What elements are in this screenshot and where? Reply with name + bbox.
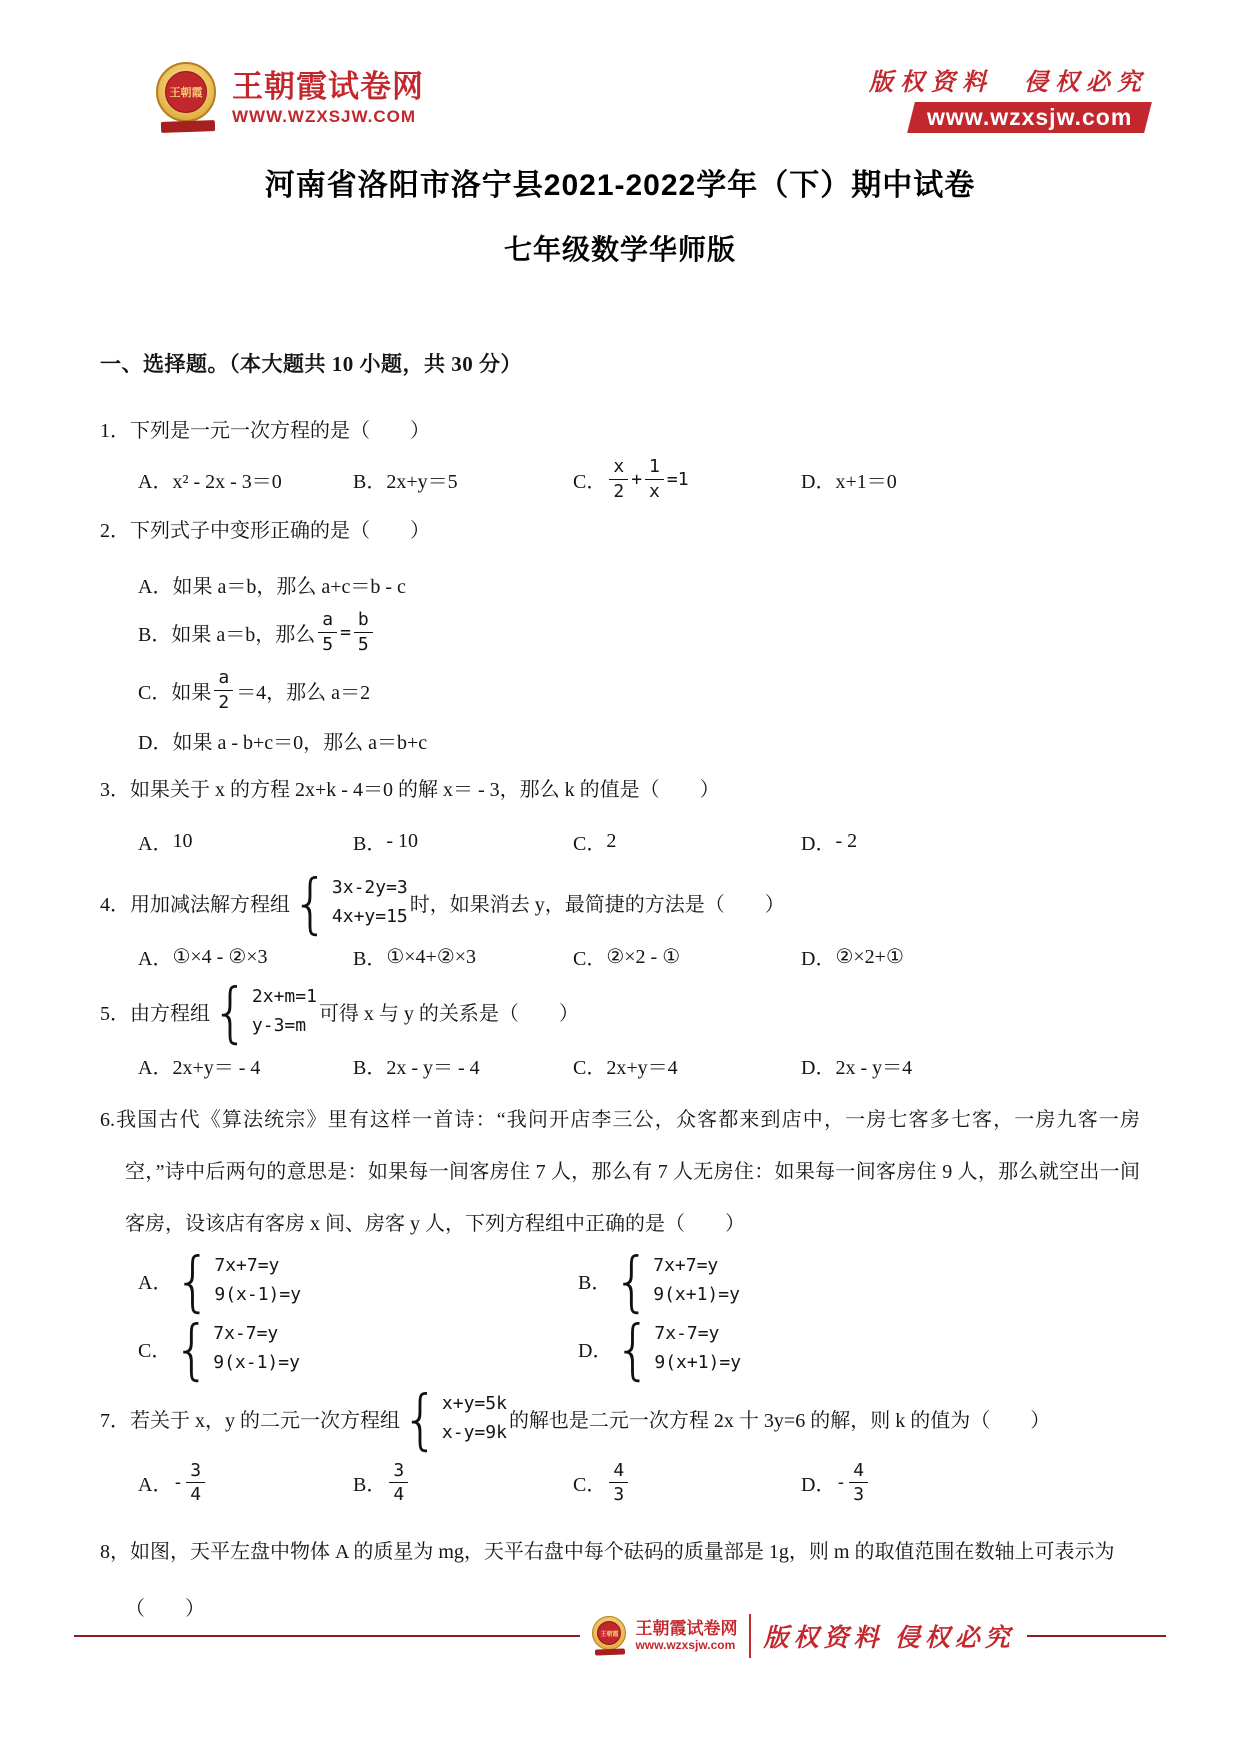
- footer-slogan: 版权资料 侵权必究: [763, 1625, 1015, 1652]
- question-4-options: [100, 942, 1140, 971]
- q7-option-c-fraction: [609, 1460, 628, 1506]
- q3-option-c: [573, 827, 801, 856]
- q7-option-a-label: A．: [138, 1474, 173, 1497]
- logo-name: 王朝霞试卷网: [232, 69, 424, 105]
- fraction-numerator: 3: [389, 1460, 408, 1484]
- q2-option-b-pre: 如果 a＝b，那么: [171, 623, 316, 646]
- q6-option-d-system: [614, 1310, 742, 1387]
- q2-option-a: [100, 570, 1140, 599]
- q7-equation-system: [402, 1380, 507, 1457]
- page-title: 河南省洛阳市洛宁县2021-2022学年（下）期中试卷: [264, 169, 976, 202]
- q5-option-d-label: D．: [801, 1056, 836, 1079]
- system-equations: [332, 878, 408, 927]
- q7-option-b-label: B．: [353, 1474, 387, 1497]
- fraction-numerator: x: [609, 456, 628, 480]
- q1-option-c: [573, 454, 801, 504]
- q1-option-b-text: 2x+y＝5: [386, 470, 458, 493]
- footer-rule-right: [1027, 1635, 1166, 1637]
- q6-option-a-label: A．: [138, 1272, 173, 1295]
- medal-core-text: 王朝霞: [165, 71, 207, 113]
- q5-eq2: y-3=m: [251, 1015, 307, 1037]
- exam-content: [0, 348, 1240, 1638]
- medal-core-text: 王朝霞: [597, 1621, 621, 1645]
- q7-option-a-fraction: [186, 1460, 205, 1506]
- q6-option-d-eq1: 7x-7=y: [654, 1323, 720, 1345]
- site-logo: [156, 62, 424, 134]
- q1-option-d: [801, 465, 1140, 494]
- fraction-denominator: 4: [393, 1484, 405, 1506]
- q5-option-d-text: 2x - y＝4: [835, 1056, 913, 1079]
- fraction-numerator: 4: [609, 1460, 628, 1484]
- fraction-numerator: 1: [645, 456, 664, 480]
- q1-option-c-fraction-1: [609, 456, 628, 502]
- q7-option-b: [353, 1458, 573, 1508]
- q7-eq2: x-y=9k: [441, 1422, 507, 1444]
- q7-eq1: x+y=5k: [441, 1393, 507, 1415]
- copyright-slogan: 版权资料 侵权必究: [869, 70, 1148, 96]
- question-3-options: [100, 827, 1140, 856]
- q4-option-d-text: ②×2+①: [835, 945, 904, 968]
- q3-option-b-label: B．: [353, 832, 387, 855]
- q5-equation-system: [212, 973, 317, 1050]
- q1-option-b-label: B．: [353, 470, 387, 493]
- system-equations: [653, 1256, 740, 1305]
- footer-logo-text: [635, 1620, 737, 1652]
- q6-option-b-label: B．: [578, 1272, 612, 1295]
- question-7-options: [100, 1458, 1140, 1508]
- q6-option-c-label: C．: [138, 1340, 172, 1363]
- fraction-denominator: 4: [190, 1484, 202, 1506]
- q6-option-c-eq1: 7x-7=y: [213, 1323, 279, 1345]
- q5-option-b: [353, 1051, 573, 1080]
- question-2-stem: 2．下列式子中变形正确的是（ ）: [100, 520, 430, 543]
- system-brace: {: [402, 1380, 439, 1457]
- fraction-numerator: a: [318, 609, 337, 633]
- q7-option-d-fraction: [849, 1460, 868, 1506]
- q5-option-b-text: 2x - y＝ - 4: [386, 1056, 480, 1079]
- q6-option-a-eq2: 9(x-1)=y: [214, 1284, 302, 1306]
- q2-option-d-text: 如果 a - b+c＝0，那么 a＝b+c: [172, 731, 428, 754]
- q2-option-a-text: 如果 a＝b，那么 a+c＝b - c: [172, 576, 406, 599]
- system-brace: {: [174, 1242, 212, 1319]
- q4-option-b: [353, 942, 573, 971]
- q1-option-d-label: D．: [801, 470, 836, 493]
- q3-option-d-text: - 2: [835, 829, 858, 852]
- q6-option-c-system: [173, 1310, 300, 1387]
- q1-option-c-fraction-2: [645, 456, 664, 502]
- footer-logo: [592, 1616, 737, 1656]
- q2-option-d-label: D．: [138, 731, 173, 754]
- q2-option-b-equals: =: [340, 621, 351, 643]
- q3-option-d-label: D．: [801, 832, 836, 855]
- q5-option-a-label: A．: [138, 1056, 173, 1079]
- q1-option-d-text: x+1＝0: [835, 470, 897, 493]
- q2-option-c-fraction: [214, 667, 233, 713]
- q3-option-a-label: A．: [138, 832, 173, 855]
- q3-option-d: [801, 827, 1140, 856]
- question-1-options: [100, 454, 1140, 504]
- q2-option-c: [100, 665, 1140, 715]
- footer-medal-icon: [592, 1616, 628, 1656]
- q5-option-c-text: 2x+y＝4: [606, 1056, 678, 1079]
- fraction-denominator: 5: [322, 633, 334, 655]
- q3-option-a: [138, 827, 353, 856]
- medal-ring: [156, 62, 216, 122]
- logo-site-url: WWW.WZXSJW.COM: [232, 106, 416, 126]
- fraction-denominator: x: [649, 480, 660, 502]
- q4-option-b-text: ①×4+②×3: [386, 945, 477, 968]
- q4-stem-pre: 4．用加减法解方程组: [100, 894, 290, 917]
- q7-option-c-label: C．: [573, 1474, 607, 1497]
- question-6-options: [100, 1242, 1140, 1387]
- q4-option-d-label: D．: [801, 947, 836, 970]
- q6-option-c: [138, 1310, 578, 1387]
- q2-option-c-label: C．: [138, 681, 172, 704]
- q4-option-c-text: ②×2 - ①: [606, 945, 681, 968]
- q4-equation-system: [292, 864, 408, 941]
- q5-option-c: [573, 1051, 801, 1080]
- q6-option-b: [578, 1242, 1140, 1319]
- q3-option-c-label: C．: [573, 832, 607, 855]
- logo-text-block: [232, 70, 424, 126]
- q6-option-a-eq1: 7x+7=y: [214, 1255, 280, 1277]
- banner-url: www.wzxsjw.com: [926, 104, 1132, 130]
- copyright-block: [869, 62, 1148, 133]
- q5-option-c-label: C．: [573, 1056, 607, 1079]
- q1-option-b: [353, 465, 573, 494]
- q3-option-b-text: - 10: [386, 829, 419, 852]
- q5-option-d: [801, 1051, 1140, 1080]
- medal-ring: [592, 1616, 626, 1650]
- q6-option-b-eq2: 9(x+1)=y: [653, 1284, 740, 1306]
- fraction-denominator: 5: [357, 633, 369, 655]
- system-equations: [252, 987, 317, 1036]
- q4-stem-post: 时，如果消去 y，最简捷的方法是（ ）: [409, 894, 785, 917]
- q7-option-c: [573, 1458, 801, 1508]
- q5-eq1: 2x+m=1: [251, 986, 317, 1008]
- q5-stem-post: 可得 x 与 y 的关系是（ ）: [318, 1003, 579, 1026]
- q6-option-d-eq2: 9(x+1)=y: [654, 1352, 742, 1374]
- question-7-stem: [100, 1380, 1140, 1457]
- q2-option-b: [100, 607, 1140, 657]
- footer-logo-site: www.wzxsjw.com: [635, 1637, 736, 1652]
- footer-logo-name: 王朝霞试卷网: [635, 1619, 738, 1639]
- q6-option-c-eq2: 9(x-1)=y: [213, 1352, 300, 1374]
- q7-option-a-sign: -: [172, 1472, 184, 1494]
- system-brace: {: [613, 1242, 651, 1319]
- q4-option-b-label: B．: [353, 947, 387, 970]
- q5-stem-pre: 5．由方程组: [100, 1003, 210, 1026]
- page-footer: [0, 1614, 1240, 1658]
- q3-option-a-text: 10: [172, 829, 193, 852]
- q6-option-d-label: D．: [578, 1340, 613, 1363]
- medal-ribbon-icon: [595, 1648, 625, 1655]
- q1-option-a-text: x² - 2x - 3＝0: [172, 470, 282, 493]
- question-4-stem: [100, 864, 1140, 941]
- q5-option-a: [138, 1051, 353, 1080]
- q5-option-b-label: B．: [353, 1056, 387, 1079]
- q7-option-a: [138, 1458, 353, 1508]
- footer-rule-left: [74, 1635, 580, 1637]
- question-6-stem: 6.我国古代《算法统宗》里有这样一首诗：“我问开店李三公，众客都来到店中，一房七客多七客，一房九客一房空，”诗中后两句的意思是：如果每一间客房住 7 人，那么有 7 人无房住：如果每一间客房住 9 人，那么就空出一间客房，设该店有客房 x 间、房客 y 人，下列方程组中正确的是（ ）: [100, 1108, 1140, 1235]
- q4-option-a: [138, 942, 353, 971]
- site-url-banner: [907, 102, 1152, 133]
- fraction-denominator: 3: [613, 1484, 625, 1506]
- system-equations: [442, 1394, 507, 1443]
- question-1-stem: 1．下列是一元一次方程的是（ ）: [100, 420, 430, 442]
- footer-divider: [749, 1614, 751, 1658]
- q5-option-a-text: 2x+y＝ - 4: [172, 1056, 261, 1079]
- q6-option-a: [138, 1242, 578, 1319]
- q7-option-b-fraction: [389, 1460, 408, 1506]
- q1-option-c-equals: =1: [666, 468, 689, 490]
- q7-stem-pre: 7．若关于 x，y 的二元一次方程组: [100, 1410, 400, 1433]
- fraction-numerator: a: [214, 667, 233, 691]
- q4-eq2: 4x+y=15: [331, 906, 408, 928]
- medal-ribbon-icon: [161, 120, 215, 133]
- q2-option-c-post: ＝4，那么 a＝2: [236, 681, 371, 704]
- q2-option-b-fraction-2: [354, 609, 373, 655]
- question-5-options: [100, 1051, 1140, 1080]
- q2-option-a-label: A．: [138, 576, 173, 599]
- q1-option-c-plus: +: [631, 468, 643, 490]
- q4-option-c-label: C．: [573, 947, 607, 970]
- q2-option-b-fraction-1: [318, 609, 337, 655]
- q7-option-d-sign: -: [835, 1472, 847, 1494]
- q4-eq1: 3x-2y=3: [331, 877, 408, 899]
- q7-option-d: [801, 1458, 1140, 1508]
- q3-option-c-text: 2: [606, 829, 617, 852]
- question-3-stem: 3．如果关于 x 的方程 2x+k - 4＝0 的解 x＝ - 3，那么 k 的值是（ ）: [100, 778, 720, 801]
- q4-option-d: [801, 942, 1140, 971]
- system-equations: [213, 1324, 300, 1373]
- q3-option-b: [353, 827, 573, 856]
- section-heading: 一、选择题。（本大题共 10 小题，共 30 分）: [100, 352, 522, 376]
- fraction-numerator: 4: [849, 1460, 868, 1484]
- fraction-numerator: 3: [186, 1460, 205, 1484]
- fraction-denominator: 2: [613, 480, 625, 502]
- q2-option-d: [100, 726, 1140, 755]
- q6-option-d: [578, 1310, 1140, 1387]
- q2-option-b-label: B．: [138, 623, 172, 646]
- q6-option-b-eq1: 7x+7=y: [653, 1255, 719, 1277]
- q7-option-d-label: D．: [801, 1474, 836, 1497]
- question-8-stem: 8，如图，天平左盘中物体 A 的质星为 mg，天平右盘中每个砝码的质量部是 1g，则 m 的取值范围在数轴上可表示为（ ）: [100, 1540, 1115, 1620]
- fraction-numerator: b: [354, 609, 373, 633]
- fraction-denominator: 3: [853, 1484, 865, 1506]
- system-brace: {: [292, 864, 329, 941]
- medal-badge-icon: [156, 62, 220, 134]
- page-header: [0, 0, 1240, 134]
- q1-option-a-label: A．: [138, 470, 173, 493]
- system-brace: {: [212, 973, 249, 1050]
- page-subtitle: 七年级数学华师版: [503, 234, 736, 265]
- system-equations: [654, 1324, 741, 1373]
- system-equations: [214, 1256, 301, 1305]
- question-5-stem: [100, 973, 1140, 1050]
- q6-option-a-system: [174, 1242, 302, 1319]
- system-brace: {: [614, 1310, 652, 1387]
- q2-option-c-pre: 如果: [171, 681, 212, 704]
- q7-stem-post: 的解也是二元一次方程 2x 十 3y=6 的解，则 k 的值为（ ）: [508, 1410, 1051, 1433]
- q4-option-a-text: ①×4 - ②×3: [172, 945, 268, 968]
- system-brace: {: [173, 1310, 211, 1387]
- q1-option-c-label: C．: [573, 470, 607, 493]
- fraction-denominator: 2: [218, 691, 230, 713]
- q6-option-b-system: [613, 1242, 740, 1319]
- q4-option-a-label: A．: [138, 947, 173, 970]
- q1-option-a: [138, 465, 353, 494]
- q4-option-c: [573, 942, 801, 971]
